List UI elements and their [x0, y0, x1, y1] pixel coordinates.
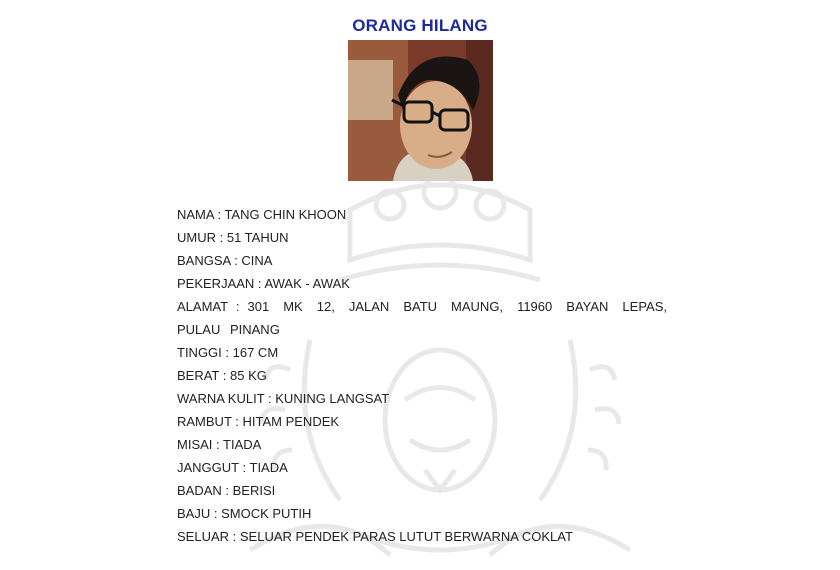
field-value: SELUAR PENDEK PARAS LUTUT BERWARNA COKLAT [239, 529, 573, 544]
field-value: 167 CM [232, 345, 279, 360]
field-row-badan [177, 479, 667, 502]
field-value: CINA [241, 253, 273, 268]
field-label: BERAT [177, 368, 220, 383]
field-row-nama [177, 203, 667, 226]
field-row-baju [177, 502, 667, 525]
field-label: BAJU [177, 506, 211, 521]
field-label: TINGGI [177, 345, 222, 360]
field-value: 301 MK 12, JALAN BATU MAUNG, 11960 BAYAN LEPAS, PULAU PINANG [177, 299, 667, 337]
field-row-alamat [177, 295, 667, 341]
field-label: ALAMAT [177, 299, 228, 314]
field-value: TIADA [249, 460, 288, 475]
page-title: ORANG HILANG [352, 16, 488, 35]
field-separator: : [229, 529, 240, 544]
field-value: TANG CHIN KHOON [224, 207, 347, 222]
field-separator: : [230, 253, 242, 268]
field-label: BADAN [177, 483, 222, 498]
field-value: HITAM PENDEK [242, 414, 340, 429]
field-value: AWAK - AWAK [264, 276, 350, 291]
field-label: BANGSA [177, 253, 231, 268]
field-value: KUNING LANGSAT [275, 391, 390, 406]
field-separator: : [264, 391, 276, 406]
field-separator: : [227, 299, 248, 314]
field-separator: : [254, 276, 265, 291]
field-label: MISAI [177, 437, 213, 452]
missing-person-photo [348, 40, 493, 181]
field-row-umur [177, 226, 667, 249]
field-label: JANGGUT [177, 460, 239, 475]
field-row-janggut [177, 456, 667, 479]
field-label: SELUAR [177, 529, 230, 544]
field-label: RAMBUT [177, 414, 232, 429]
field-value: SMOCK PUTIH [221, 506, 312, 521]
field-label: WARNA KULIT [177, 391, 265, 406]
field-separator: : [212, 437, 224, 452]
field-value: TIADA [223, 437, 262, 452]
field-separator: : [216, 230, 227, 245]
field-row-berat [177, 364, 667, 387]
field-value: 85 KG [230, 368, 267, 383]
field-separator: : [219, 368, 230, 383]
field-label: NAMA [177, 207, 214, 222]
field-separator: : [238, 460, 250, 475]
field-row-tinggi [177, 341, 667, 364]
details-list [177, 203, 667, 548]
field-value: BERISI [232, 483, 276, 498]
field-row-warna-kulit [177, 387, 667, 410]
field-label: PEKERJAAN [177, 276, 255, 291]
field-row-pekerjaan [177, 272, 667, 295]
field-row-rambut [177, 410, 667, 433]
field-separator: : [221, 345, 233, 360]
field-separator: : [213, 207, 225, 222]
field-separator: : [210, 506, 222, 521]
field-row-misai [177, 433, 667, 456]
field-separator: : [221, 483, 233, 498]
field-separator: : [231, 414, 243, 429]
field-label: UMUR [177, 230, 216, 245]
field-value: 51 TAHUN [226, 230, 289, 245]
field-row-bangsa [177, 249, 667, 272]
field-row-seluar [177, 525, 667, 548]
